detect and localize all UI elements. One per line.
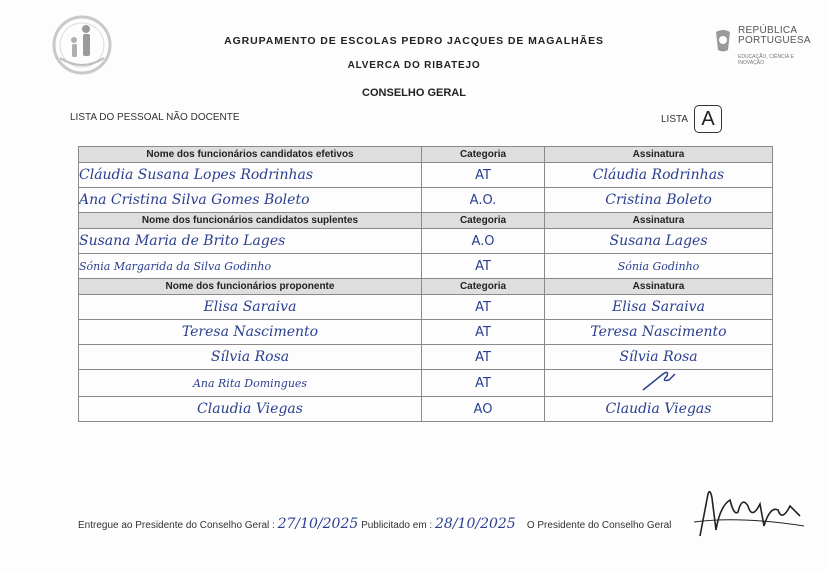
handwritten-signature-scribble (545, 370, 773, 397)
header-name: Nome dos funcionários candidatos suplentes (79, 213, 422, 229)
header-name: Nome dos funcionários proponente (79, 279, 422, 295)
delivered-date: 27/10/2025 (277, 516, 359, 532)
handwritten-signature: Teresa Nascimento (545, 320, 773, 345)
gov-logo-line1: REPÚBLICA (738, 25, 798, 36)
header-category: Categoria (422, 147, 545, 163)
handwritten-name: Cláudia Susana Lopes Rodrinhas (79, 163, 422, 188)
section-header-efetivos (79, 147, 773, 163)
handwritten-category: A.O. (422, 188, 545, 213)
handwritten-category: AT (422, 163, 545, 188)
staff-table (78, 146, 773, 422)
handwritten-name: Ana Cristina Silva Gomes Boleto (79, 188, 422, 213)
table-row (79, 370, 773, 397)
table-row (79, 345, 773, 370)
handwritten-name: Elisa Saraiva (79, 295, 422, 320)
handwritten-category: AT (422, 295, 545, 320)
handwritten-category: A.O (422, 229, 545, 254)
council-title: CONSELHO GERAL (362, 87, 466, 99)
handwritten-signature: Sílvia Rosa (545, 345, 773, 370)
handwritten-signature: Sónia Godinho (545, 254, 773, 279)
handwritten-category: AT (422, 254, 545, 279)
handwritten-name: Ana Rita Domingues (79, 370, 422, 397)
handwritten-signature: Elisa Saraiva (545, 295, 773, 320)
header-name: Nome dos funcionários candidatos efetivos (79, 147, 422, 163)
table-row (79, 295, 773, 320)
handwritten-name: Teresa Nascimento (79, 320, 422, 345)
table-row (79, 320, 773, 345)
signature-scribble-icon (639, 370, 679, 392)
table-row (79, 229, 773, 254)
handwritten-category: AT (422, 320, 545, 345)
table-row (79, 254, 773, 279)
header-category: Categoria (422, 213, 545, 229)
footer (78, 516, 671, 532)
handwritten-name: Susana Maria de Brito Lages (79, 229, 422, 254)
table-row (79, 397, 773, 422)
gov-logo-line2: PORTUGUESA (738, 35, 811, 46)
published-date: 28/10/2025 (435, 516, 516, 532)
handwritten-signature: Cláudia Rodrinhas (545, 163, 773, 188)
president-signature (690, 486, 808, 544)
gov-logo-subtitle: EDUCAÇÃO, CIÊNCIA E INOVAÇÃO (738, 54, 794, 66)
header-signature: Assinatura (545, 279, 773, 295)
list-title: LISTA DO PESSOAL NÃO DOCENTE (70, 112, 240, 123)
lista-letter-box: A (694, 105, 722, 133)
handwritten-name: Sílvia Rosa (79, 345, 422, 370)
handwritten-signature: Claudia Viegas (545, 397, 773, 422)
table-row (79, 163, 773, 188)
header-signature: Assinatura (545, 147, 773, 163)
table-row (79, 188, 773, 213)
header-signature: Assinatura (545, 213, 773, 229)
published-label: Publicitado em : (361, 520, 433, 531)
president-label: O Presidente do Conselho Geral (526, 520, 672, 531)
section-header-suplentes (79, 213, 773, 229)
handwritten-signature: Cristina Boleto (545, 188, 773, 213)
lista-label: LISTA (661, 114, 689, 125)
section-header-proponentes (79, 279, 773, 295)
org-title: AGRUPAMENTO DE ESCOLAS PEDRO JACQUES DE MAGALHÃES (224, 35, 604, 47)
handwritten-name: Sónia Margarida da Silva Godinho (79, 254, 422, 279)
header-category: Categoria (422, 279, 545, 295)
handwritten-category: AO (422, 397, 545, 422)
handwritten-name: Claudia Viegas (79, 397, 422, 422)
handwritten-category: AT (422, 370, 545, 397)
location-title: ALVERCA DO RIBATEJO (347, 60, 481, 71)
handwritten-signature: Susana Lages (545, 229, 773, 254)
handwritten-category: AT (422, 345, 545, 370)
delivered-label: Entregue ao Presidente do Conselho Geral : (78, 520, 275, 531)
